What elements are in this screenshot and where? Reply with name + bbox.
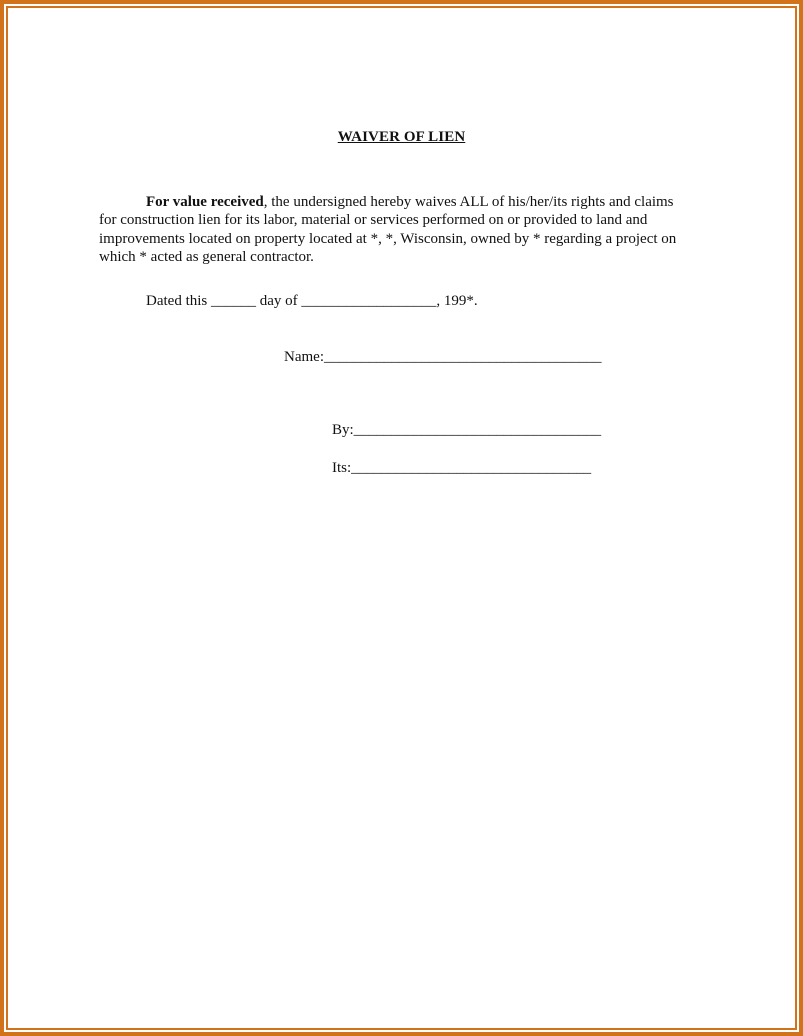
body-line-1-rest: , the undersigned hereby waives ALL of his/her/its rights and claims xyxy=(263,194,674,210)
signature-name-line: Name:_____________________________________ xyxy=(284,349,602,365)
body-line-4: which * acted as general contractor. xyxy=(99,249,314,266)
document-page xyxy=(10,10,793,1026)
lead-bold-text: For value received xyxy=(146,194,264,210)
body-line-2: for construction lien for its labor, material or services performed on or provided to land and xyxy=(99,212,648,229)
document-title: WAIVER OF LIEN xyxy=(337,129,466,145)
signature-by-line: By:_________________________________ xyxy=(332,422,602,438)
body-line-3: improvements located on property located at *, *, Wisconsin, owned by * regarding a project on xyxy=(99,230,677,247)
dated-line: Dated this ______ day of __________________, 199*. xyxy=(146,293,478,309)
body-paragraph xyxy=(99,193,709,267)
signature-its-line: Its:________________________________ xyxy=(332,460,592,476)
body-line-1 xyxy=(99,193,709,211)
